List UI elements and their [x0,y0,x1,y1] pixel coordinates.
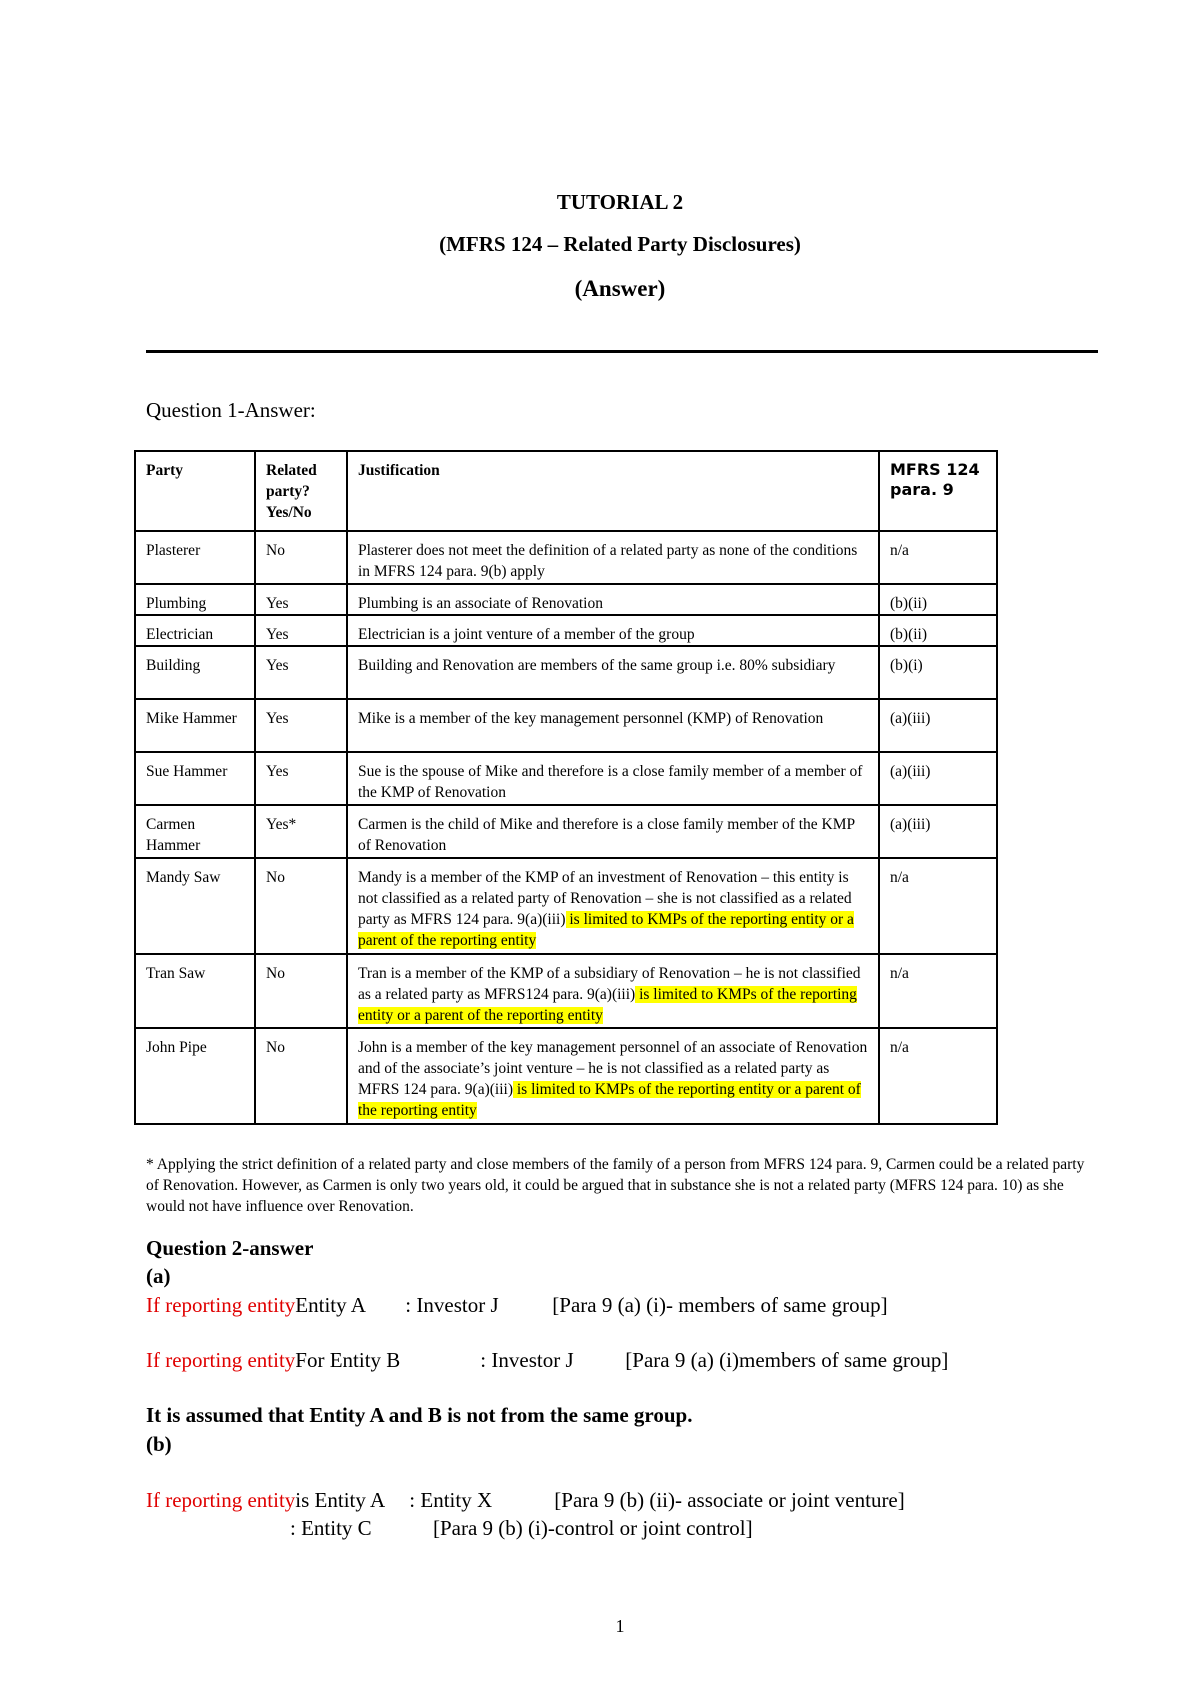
table-row [135,954,997,1028]
cell-party: Sue Hammer [135,752,255,805]
cell-party: Mike Hammer [135,699,255,752]
justification-text: Plasterer does not meet the definition of a related party as none of the conditions in MFRS 124 para. 9(b) apply [358,542,858,580]
cell-related: Yes* [255,805,347,858]
justification-text: Carmen is the child of Mike and therefore is a close family member of the KMP of Renovation [358,816,855,854]
cell-justification [347,858,879,954]
cell-para: (b)(ii) [879,615,997,646]
header-justification: Justification [347,451,879,531]
cell-party: Plumbing [135,584,255,615]
cell-justification [347,752,879,805]
cell-para: (a)(iii) [879,699,997,752]
header-related: Related party? Yes/No [255,451,347,531]
table-row [135,531,997,584]
reporting-entity-label: If reporting entity [146,1348,296,1372]
cell-party: Carmen Hammer [135,805,255,858]
para-reference: [Para 9 (b) (ii)- associate or joint venture] [554,1488,905,1512]
question2-heading: Question 2-answer [146,1236,314,1260]
cell-related: No [255,1028,347,1124]
cell-party: Building [135,646,255,699]
cell-para: (a)(iii) [879,805,997,858]
justification-text: Mike is a member of the key management personnel (KMP) of Renovation [358,710,824,727]
entity-name: is Entity A [295,1488,386,1512]
assumption-text: It is assumed that Entity A and B is not from the same group. [146,1403,693,1427]
cell-related: No [255,954,347,1028]
cell-related: No [255,858,347,954]
table-row [135,752,997,805]
cell-party: Plasterer [135,531,255,584]
q2-line-4 [290,1516,753,1541]
table-row [135,1028,997,1124]
para-reference: [Para 9 (b) (i)-control or joint control] [433,1516,753,1540]
entity-name: For Entity B [295,1348,401,1372]
cell-party: Electrician [135,615,255,646]
justification-text: Building and Renovation are members of the same group i.e. 80% subsidiary [358,657,836,674]
investor-name: : Investor J [480,1348,574,1372]
justification-text: John is a member of the key management personnel of an associate of Renovation and of the associate’s joint venture – he is not classified as a related party as MFRS 124 para. 9(a)(iii) [358,1039,868,1098]
table-row [135,699,997,752]
cell-related: Yes [255,584,347,615]
cell-related: Yes [255,615,347,646]
entity-name: Entity A [295,1293,366,1317]
cell-justification [347,954,879,1028]
cell-party: Tran Saw [135,954,255,1028]
footnote: * Applying the strict definition of a related party and close members of the family of a person from MFRS 124 para. 9, Carmen could be a related party of Renovation. However, as Carmen is only two years old, it could be argued that in substance she is not a related party (MFRS 124 para. 10) as she would not have influence over Renovation. [146,1156,1085,1215]
justification-text: Tran is a member of the KMP of a subsidiary of Renovation – he is not classified as a related party as MFRS124 para. 9(a)(iii) [358,965,861,1003]
para-reference: [Para 9 (a) (i)- members of same group] [552,1293,888,1317]
cell-para: n/a [879,1028,997,1124]
cell-para: (b)(i) [879,646,997,699]
part-b-label: (b) [146,1432,172,1456]
q2-line-3 [146,1488,905,1513]
justification-text: Mandy is a member of the KMP of an investment of Renovation – this entity is not classified as a related party of Renovation – she is not classified as a related party as MFRS 124 para. 9(a)(iii) [358,869,852,928]
cell-justification [347,646,879,699]
header-party: Party [135,451,255,531]
highlighted-text: is limited to KMPs of the reporting entity or a parent of the reporting entity [358,986,857,1024]
cell-justification [347,699,879,752]
para-reference: [Para 9 (a) (i)members of same group] [625,1348,949,1372]
cell-justification [347,584,879,615]
reporting-entity-label: If reporting entity [146,1293,296,1317]
investor-name: : Entity C [290,1516,372,1540]
cell-para: n/a [879,954,997,1028]
cell-para: n/a [879,858,997,954]
table-row [135,646,997,699]
document-title: TUTORIAL 2 [556,190,684,214]
cell-para: (a)(iii) [879,752,997,805]
cell-party: John Pipe [135,1028,255,1124]
table-row [135,858,997,954]
table-row [135,615,997,646]
highlighted-text: is limited to KMPs of the reporting entity or a parent of the reporting entity [358,1081,861,1119]
justification-text: Sue is the spouse of Mike and therefore is a close family member of a member of the KMP of Renovation [358,763,863,801]
justification-text: Plumbing is an associate of Renovation [358,595,603,612]
reporting-entity-label: If reporting entity [146,1488,296,1512]
q2-line-1 [146,1293,888,1318]
justification-text: Electrician is a joint venture of a member of the group [358,626,695,643]
investor-name: : Investor J [405,1293,499,1317]
document-subtitle: (MFRS 124 – Related Party Disclosures) [439,232,801,256]
cell-related: No [255,531,347,584]
table-row [135,805,997,858]
cell-justification [347,531,879,584]
answer-heading: (Answer) [574,276,666,301]
highlighted-text: is limited to KMPs of the reporting entity or a parent of the reporting entity [358,911,854,949]
horizontal-rule [146,350,1098,353]
cell-related: Yes [255,699,347,752]
cell-para: n/a [879,531,997,584]
cell-justification [347,805,879,858]
cell-related: Yes [255,646,347,699]
cell-related: Yes [255,752,347,805]
cell-party: Mandy Saw [135,858,255,954]
cell-justification [347,615,879,646]
investor-name: : Entity X [409,1488,493,1512]
q2-line-2 [146,1348,948,1373]
table-row [135,584,997,615]
header-para: MFRS 124 para. 9 [879,451,997,531]
cell-justification [347,1028,879,1124]
question1-heading: Question 1-Answer: [146,398,316,422]
page-number: 1 [615,1616,625,1636]
part-a-label: (a) [146,1264,171,1288]
related-party-table [134,450,998,1125]
cell-para: (b)(ii) [879,584,997,615]
table-header-row [135,451,997,531]
